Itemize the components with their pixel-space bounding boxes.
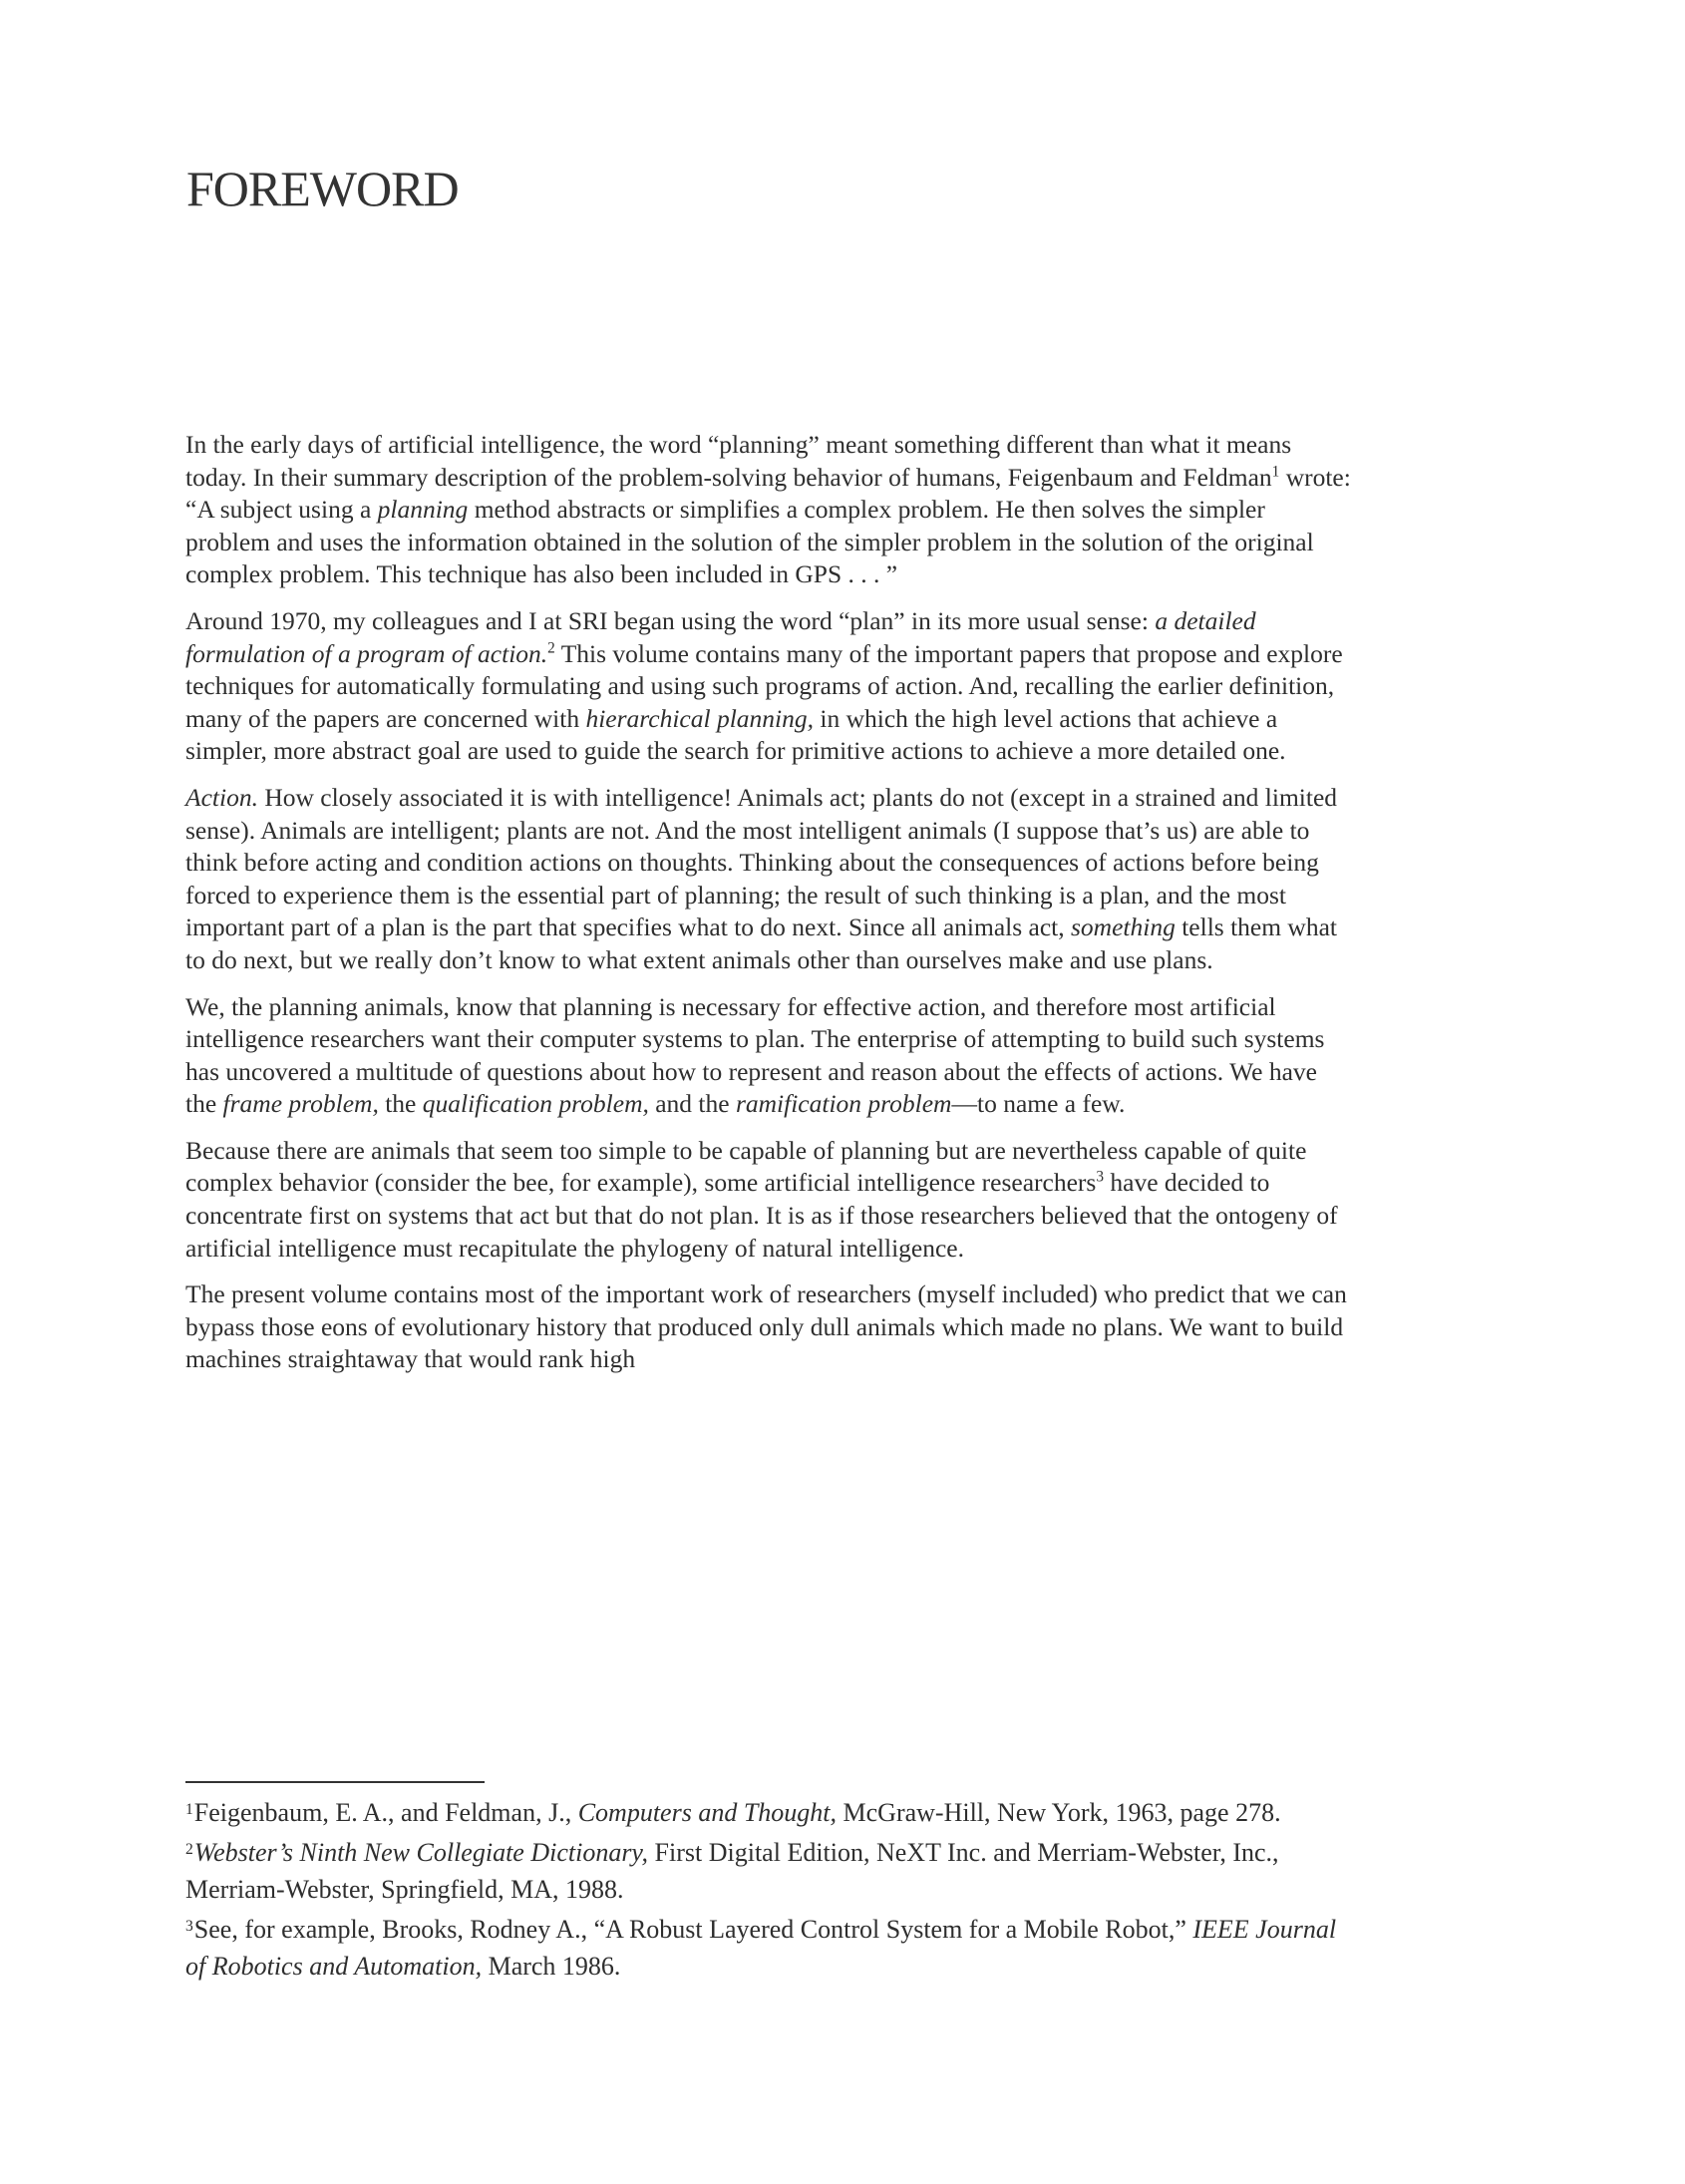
footnote-1 — [185, 1791, 1352, 1831]
emphasis: Action. — [185, 782, 258, 812]
paragraph-6 — [185, 1278, 1352, 1376]
emphasis: ramification problem — [735, 1089, 952, 1119]
paragraph-1 — [185, 429, 1352, 591]
page-title: FOREWORD — [186, 161, 459, 216]
text-run: in which the high level actions that achieve a simpler, more abstract goal are used to guide the search for primitive actions to achieve a more detailed one. — [185, 703, 1286, 766]
text-run: First Digital Edition, NeXT Inc. and Merriam-Webster, Inc., Merriam-Webster, Springfield, MA, 1988. — [185, 1838, 1279, 1904]
footnote-ref-1: 1 — [1271, 463, 1280, 481]
text-run: In the early days of artificial intelligence, the word “planning” meant something different than what it means today. In their summary description of the problem-solving behavior of humans, Feigenbaum and Feldman — [185, 430, 1292, 492]
text-run: the — [378, 1089, 423, 1119]
text-run: This volume contains many of the important papers that propose and explore techniques for automatically formulating and using such programs of action. And, recalling the earlier definition, many of the papers are concerned with — [185, 638, 1343, 733]
paragraph-2 — [185, 605, 1352, 768]
paragraph-3 — [185, 782, 1352, 977]
footnote-ref-2: 2 — [547, 639, 555, 657]
footnote-ref-3: 3 — [1096, 1168, 1104, 1186]
emphasis: Webster’s Ninth New Collegiate Dictionary, — [193, 1838, 649, 1867]
text-run: We, the planning animals, know that planning is necessary for effective action, and therefore most artificial intelligence researchers want their computer systems to plan. The enterprise of attempting to build such systems has uncovered a multitude of questions about how to represent and reason about the effects of actions. We have the — [185, 991, 1325, 1119]
text-run: March 1986. — [482, 1952, 621, 1981]
text-run: tells them what to do next, but we really don’t know to what extent animals other than ourselves make and use plans. — [185, 912, 1338, 974]
emphasis: hierarchical planning, — [585, 703, 814, 733]
text-run: See, for example, Brooks, Rodney A., “A Robust Layered Control System for a Mobile Robot,” — [193, 1915, 1193, 1944]
text-run: and the — [648, 1089, 736, 1119]
paragraph-4 — [185, 991, 1352, 1121]
text-run: Because there are animals that seem too simple to be capable of planning but are nevertheless capable of quite complex behavior (consider the bee, for example), some artificial intelligence researchers — [185, 1135, 1307, 1198]
emphasis: planning — [377, 495, 469, 525]
text-run: method abstracts or simplifies a complex problem. He then solves the simpler problem and uses the information obtained in the solution of the simpler problem in the solution of the original complex problem. This technique has also been included in GPS . . . ” — [185, 495, 1314, 589]
text-run: McGraw-Hill, New York, 1963, page 278. — [837, 1798, 1281, 1827]
footnote-3 — [185, 1908, 1352, 1985]
text-run: have decided to concentrate first on systems that act but that do not plan. It is as if those researchers believed that the ontogeny of artificial intelligence must recapitulate the phylogeny of natural intelligence. — [185, 1168, 1338, 1263]
footnote-2 — [185, 1831, 1352, 1908]
emphasis: Computers and Thought, — [577, 1798, 838, 1827]
footnotes — [185, 1791, 1352, 1985]
emphasis: a detailed formulation of a program of action. — [185, 605, 1256, 668]
emphasis: IEEE Journal of Robotics and Automation, — [185, 1915, 1337, 1981]
emphasis: frame problem, — [222, 1089, 379, 1119]
emphasis: something — [1071, 912, 1176, 942]
footnote-divider — [185, 1781, 485, 1783]
text-run: The present volume contains most of the important work of researchers (myself included) who predict that we can bypass those eons of evolutionary history that produced only dull animals which made no plans. We want to build machines straightaway that would rank high — [185, 1279, 1347, 1374]
text-run: How closely associated it is with intelligence! Animals act; plants do not (except in a strained and limited sense). Animals are intelligent; plants are not. And the most intelligent animals (I suppose that’s us) are able to think before acting and condition actions on thoughts. Thinking about the consequences of actions before being forced to experience them is the essential part of planning; the result of such thinking is a plan, and the most important part of a plan is the part that specifies what to do next. Since all animals act, — [185, 782, 1338, 942]
text-run: Around 1970, my colleagues and I at SRI began using the word “plan” in its more usual sense: — [185, 605, 1156, 635]
emphasis: qualification problem, — [422, 1089, 649, 1119]
text-run: —to name a few. — [951, 1089, 1126, 1119]
footnote-mark: 2 — [185, 1841, 193, 1858]
text-run: Feigenbaum, E. A., and Feldman, J., — [193, 1798, 578, 1827]
footnote-mark: 3 — [185, 1918, 193, 1935]
paragraph-5 — [185, 1135, 1352, 1265]
foreword-body — [185, 429, 1352, 1390]
text-run: wrote: “A subject using a — [185, 462, 1351, 525]
footnote-mark: 1 — [185, 1801, 193, 1818]
